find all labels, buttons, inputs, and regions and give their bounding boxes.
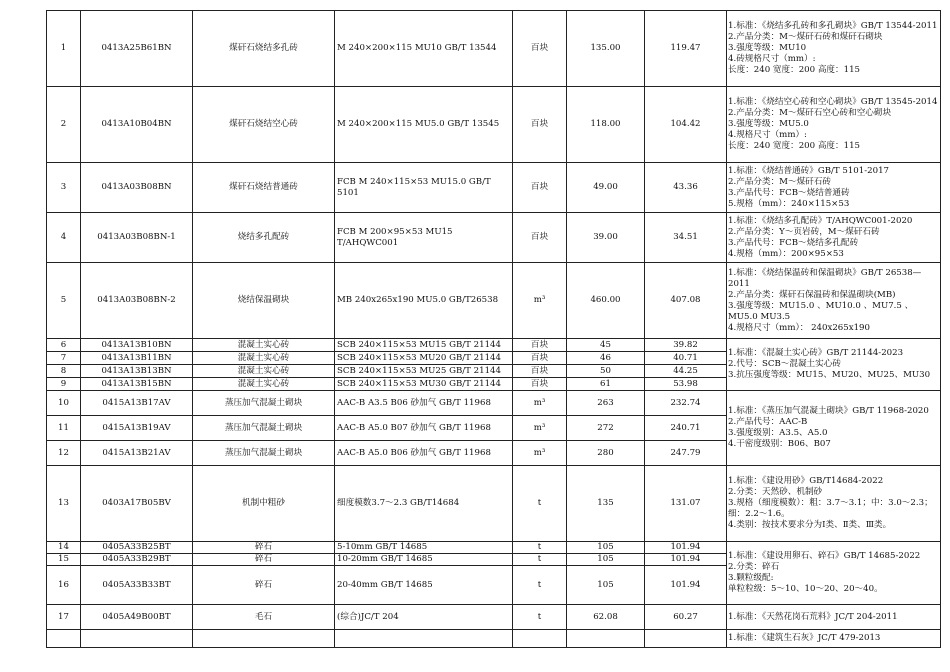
price-incl-tax: 135.00 (567, 11, 645, 87)
price-excl-tax: 232.74 (645, 391, 727, 416)
row-number: 8 (47, 365, 81, 378)
row-number: 5 (47, 263, 81, 339)
price-excl-tax: 39.82 (645, 339, 727, 352)
item-unit: t (513, 542, 567, 554)
item-code: 0413A13B11BN (81, 352, 193, 365)
note-line: 4.类别：按技术要求分为Ⅰ类、Ⅱ类、Ⅲ类。 (728, 520, 892, 530)
item-name: 混凝土实心砖 (193, 365, 335, 378)
item-unit: m³ (513, 441, 567, 466)
item-code: 0413A13B13BN (81, 365, 193, 378)
note-cell (727, 87, 941, 163)
item-spec: 20-40mm GB/T 14685 (335, 566, 513, 605)
note-line: 2.分类：碎石 (728, 562, 780, 572)
item-name: 机制中粗砂 (193, 466, 335, 542)
item-name: 蒸压加气混凝土砌块 (193, 391, 335, 416)
note-line: 4.规格尺寸（mm）: (728, 130, 807, 140)
item-code: 0413A03B08BN (81, 163, 193, 213)
note-line: 3.颗粒级配: (728, 573, 774, 583)
item-spec: (综合)JC/T 204 (335, 605, 513, 630)
item-spec: FCB M 200×95×53 MU15 T/AHQWC001 (335, 213, 513, 263)
note-line: 3.产品代号：FCB～烧结多孔配砖 (728, 237, 859, 248)
note-cell (727, 163, 941, 213)
item-spec: FCB M 240×115×53 MU15.0 GB/T 5101 (335, 163, 513, 213)
note-line: 5.规格（mm）：240×115×53 (728, 198, 850, 209)
price-incl-tax: 61 (567, 378, 645, 391)
price-incl-tax: 105 (567, 554, 645, 566)
row-number: 17 (47, 605, 81, 630)
price-excl-tax: 53.98 (645, 378, 727, 391)
table-row (47, 163, 941, 213)
row-number: 15 (47, 554, 81, 566)
item-spec: AAC-B A5.0 B06 砂加气 GB/T 11968 (335, 441, 513, 466)
price-excl-tax: 101.94 (645, 554, 727, 566)
note-line: 2.代号：SCB～混凝土实心砖 (728, 359, 841, 369)
note-line: 4.干密度级别：B06、B07 (728, 439, 831, 449)
item-code: 0413A03B08BN-2 (81, 263, 193, 339)
item-spec: SCB 240×115×53 MU30 GB/T 21144 (335, 378, 513, 391)
price-incl-tax: 62.08 (567, 605, 645, 630)
item-spec: SCB 240×115×53 MU20 GB/T 21144 (335, 352, 513, 365)
note-line: 3.强度等级：MU10 (728, 43, 807, 53)
note-cell (727, 263, 941, 339)
note-line: 3.规格（细度模数）：粗：3.7～3.1；中：3.0～2.3；细：2.2～1.6。 (728, 498, 933, 519)
item-name: 混凝土实心砖 (193, 352, 335, 365)
note-cell (727, 213, 941, 263)
price-incl-tax: 50 (567, 365, 645, 378)
item-code: 0413A25B61BN (81, 11, 193, 87)
item-unit: m³ (513, 263, 567, 339)
note-line: 长度：240 宽度：200 高度：115 (728, 141, 861, 151)
price-table (46, 10, 941, 648)
price-incl-tax: 105 (567, 542, 645, 554)
note-line: 1.标准：《烧结空心砖和空心砌块》GB/T 13545-2014 (728, 97, 938, 107)
empty-cell (335, 630, 513, 648)
note-line: 2.分类：天然砂、机制砂 (728, 487, 823, 497)
price-incl-tax: 39.00 (567, 213, 645, 263)
price-excl-tax: 247.79 (645, 441, 727, 466)
item-unit: t (513, 566, 567, 605)
item-unit: 百块 (513, 352, 567, 365)
note-line: 3.抗压强度等级：MU15、MU20、MU25、MU30 (728, 370, 931, 380)
note-line: 单粒粒级：5～10、10～20、20～40。 (728, 584, 883, 594)
item-unit: 百块 (513, 163, 567, 213)
price-incl-tax: 460.00 (567, 263, 645, 339)
note-line: 2.产品分类：M～煤矸石砖 (728, 176, 831, 187)
price-incl-tax: 280 (567, 441, 645, 466)
table-row (47, 11, 941, 87)
item-spec: M 240×200×115 MU5.0 GB/T 13545 (335, 87, 513, 163)
item-spec: SCB 240×115×53 MU25 GB/T 21144 (335, 365, 513, 378)
note-line: 2.产品分类：Y～页岩砖，M～煤矸石砖 (728, 226, 880, 237)
table-row (47, 630, 941, 648)
item-code: 0413A10B04BN (81, 87, 193, 163)
item-name: 混凝土实心砖 (193, 378, 335, 391)
item-code: 0413A13B15BN (81, 378, 193, 391)
price-excl-tax: 131.07 (645, 466, 727, 542)
note-cell (727, 542, 941, 605)
note-cell (727, 630, 941, 648)
note-line: 3.产品代号：FCB～烧结普通砖 (728, 187, 850, 198)
empty-cell (81, 630, 193, 648)
table-row (47, 542, 941, 554)
note-line: 1.标准：《烧结普通砖》GB/T 5101-2017 (728, 165, 890, 176)
item-spec: 细度模数3.7～2.3 GB/T14684 (335, 466, 513, 542)
note-line: 1.标准：《建筑生石灰》JC/T 479-2013 (728, 633, 881, 643)
price-incl-tax: 46 (567, 352, 645, 365)
item-name: 毛石 (193, 605, 335, 630)
price-excl-tax: 60.27 (645, 605, 727, 630)
empty-cell (567, 630, 645, 648)
note-line: 2.产品分类：M～煤矸石砖和煤矸石砌块 (728, 32, 883, 42)
row-number: 4 (47, 213, 81, 263)
item-name: 碎石 (193, 542, 335, 554)
table-row (47, 339, 941, 352)
empty-cell (193, 630, 335, 648)
item-name: 蒸压加气混凝土砌块 (193, 416, 335, 441)
table-row (47, 391, 941, 416)
row-number: 10 (47, 391, 81, 416)
item-unit: t (513, 554, 567, 566)
price-excl-tax: 101.94 (645, 542, 727, 554)
price-incl-tax: 263 (567, 391, 645, 416)
table-row (47, 605, 941, 630)
item-unit: m³ (513, 391, 567, 416)
note-line: 1.标准：《烧结多孔砖和多孔砌块》GB/T 13544-2011 (728, 21, 938, 31)
price-excl-tax: 407.08 (645, 263, 727, 339)
item-name: 碎石 (193, 566, 335, 605)
row-number: 16 (47, 566, 81, 605)
price-incl-tax: 49.00 (567, 163, 645, 213)
item-code: 0413A03B08BN-1 (81, 213, 193, 263)
item-code: 0415A13B19AV (81, 416, 193, 441)
item-spec: M 240×200×115 MU10 GB/T 13544 (335, 11, 513, 87)
item-code: 0405A33B25BT (81, 542, 193, 554)
item-unit: 百块 (513, 378, 567, 391)
item-name: 煤矸石烧结空心砖 (193, 87, 335, 163)
note-line: 3.强度等级：MU15.0 、MU10.0 、MU7.5 、MU5.0 MU3.5 (728, 300, 914, 322)
note-cell (727, 11, 941, 87)
item-spec: 10-20mm GB/T 14685 (335, 554, 513, 566)
item-name: 烧结保温砌块 (193, 263, 335, 339)
item-spec: SCB 240×115×53 MU15 GB/T 21144 (335, 339, 513, 352)
note-line: 4.规格（mm）：200×95×53 (728, 248, 844, 259)
table-row (47, 87, 941, 163)
note-line: 3.强度级别：A3.5、A5.0 (728, 428, 828, 438)
price-incl-tax: 272 (567, 416, 645, 441)
price-incl-tax: 118.00 (567, 87, 645, 163)
item-name: 碎石 (193, 554, 335, 566)
table-row (47, 263, 941, 339)
note-line: 1.标准：《天然花岗石荒料》JC/T 204-2011 (728, 611, 898, 622)
note-cell (727, 605, 941, 630)
item-unit: t (513, 466, 567, 542)
row-number: 1 (47, 11, 81, 87)
item-unit: t (513, 605, 567, 630)
item-unit: 百块 (513, 87, 567, 163)
price-excl-tax: 101.94 (645, 566, 727, 605)
note-line: 2.产品分类：M～煤矸石空心砖和空心砌块 (728, 108, 892, 118)
item-code: 0405A49B00BT (81, 605, 193, 630)
item-unit: 百块 (513, 339, 567, 352)
note-line: 1.标准：《烧结多孔配砖》T/AHQWC001-2020 (728, 215, 913, 226)
row-number: 6 (47, 339, 81, 352)
row-number: 9 (47, 378, 81, 391)
price-excl-tax: 34.51 (645, 213, 727, 263)
note-line: 4.砖规格尺寸（mm）: (728, 54, 816, 64)
note-line: 3.强度等级：MU5.0 (728, 119, 809, 129)
table-row (47, 466, 941, 542)
item-spec: 5-10mm GB/T 14685 (335, 542, 513, 554)
table-row (47, 213, 941, 263)
empty-cell (513, 630, 567, 648)
price-excl-tax: 119.47 (645, 11, 727, 87)
item-code: 0403A17B05BV (81, 466, 193, 542)
row-number: 14 (47, 542, 81, 554)
row-number: 13 (47, 466, 81, 542)
note-line: 1.标准：《烧结保温砖和保温砌块》GB/T 26538—2011 (728, 267, 922, 289)
item-name: 烧结多孔配砖 (193, 213, 335, 263)
price-excl-tax: 104.42 (645, 87, 727, 163)
note-line: 1.标准：《建设用砂》GB/T14684-2022 (728, 476, 884, 486)
item-unit: 百块 (513, 365, 567, 378)
note-cell (727, 391, 941, 466)
item-code: 0405A33B33BT (81, 566, 193, 605)
price-incl-tax: 135 (567, 466, 645, 542)
note-cell (727, 339, 941, 391)
item-unit: 百块 (513, 213, 567, 263)
price-excl-tax: 44.25 (645, 365, 727, 378)
note-line: 1.标准：《蒸压加气混凝土砌块》GB/T 11968-2020 (728, 406, 929, 416)
row-number: 2 (47, 87, 81, 163)
row-number: 12 (47, 441, 81, 466)
price-excl-tax: 40.71 (645, 352, 727, 365)
item-name: 蒸压加气混凝土砌块 (193, 441, 335, 466)
item-code: 0415A13B17AV (81, 391, 193, 416)
item-name: 煤矸石烧结多孔砖 (193, 11, 335, 87)
note-line: 长度：240 宽度：200 高度：115 (728, 65, 861, 75)
row-number: 3 (47, 163, 81, 213)
item-unit: 百块 (513, 11, 567, 87)
item-name: 混凝土实心砖 (193, 339, 335, 352)
empty-cell (645, 630, 727, 648)
note-line: 1.标准：《混凝土实心砖》GB/T 21144-2023 (728, 348, 904, 358)
note-cell (727, 466, 941, 542)
item-name: 煤矸石烧结普通砖 (193, 163, 335, 213)
item-code: 0413A13B10BN (81, 339, 193, 352)
note-line: 2.产品分类：煤矸石保温砖和保温砌块(MB) (728, 289, 896, 300)
item-spec: AAC-B A5.0 B07 砂加气 GB/T 11968 (335, 416, 513, 441)
note-line: 1.标准：《建设用卵石、碎石》GB/T 14685-2022 (728, 551, 921, 561)
row-number: 7 (47, 352, 81, 365)
item-code: 0415A13B21AV (81, 441, 193, 466)
note-line: 4.规格尺寸（mm）： 240x265x190 (728, 322, 870, 333)
note-line: 2.产品代号：AAC-B (728, 417, 808, 427)
price-incl-tax: 45 (567, 339, 645, 352)
empty-cell (47, 630, 81, 648)
row-number: 11 (47, 416, 81, 441)
price-excl-tax: 43.36 (645, 163, 727, 213)
item-code: 0405A33B29BT (81, 554, 193, 566)
item-spec: MB 240x265x190 MU5.0 GB/T26538 (335, 263, 513, 339)
price-incl-tax: 105 (567, 566, 645, 605)
item-spec: AAC-B A3.5 B06 砂加气 GB/T 11968 (335, 391, 513, 416)
item-unit: m³ (513, 416, 567, 441)
price-excl-tax: 240.71 (645, 416, 727, 441)
